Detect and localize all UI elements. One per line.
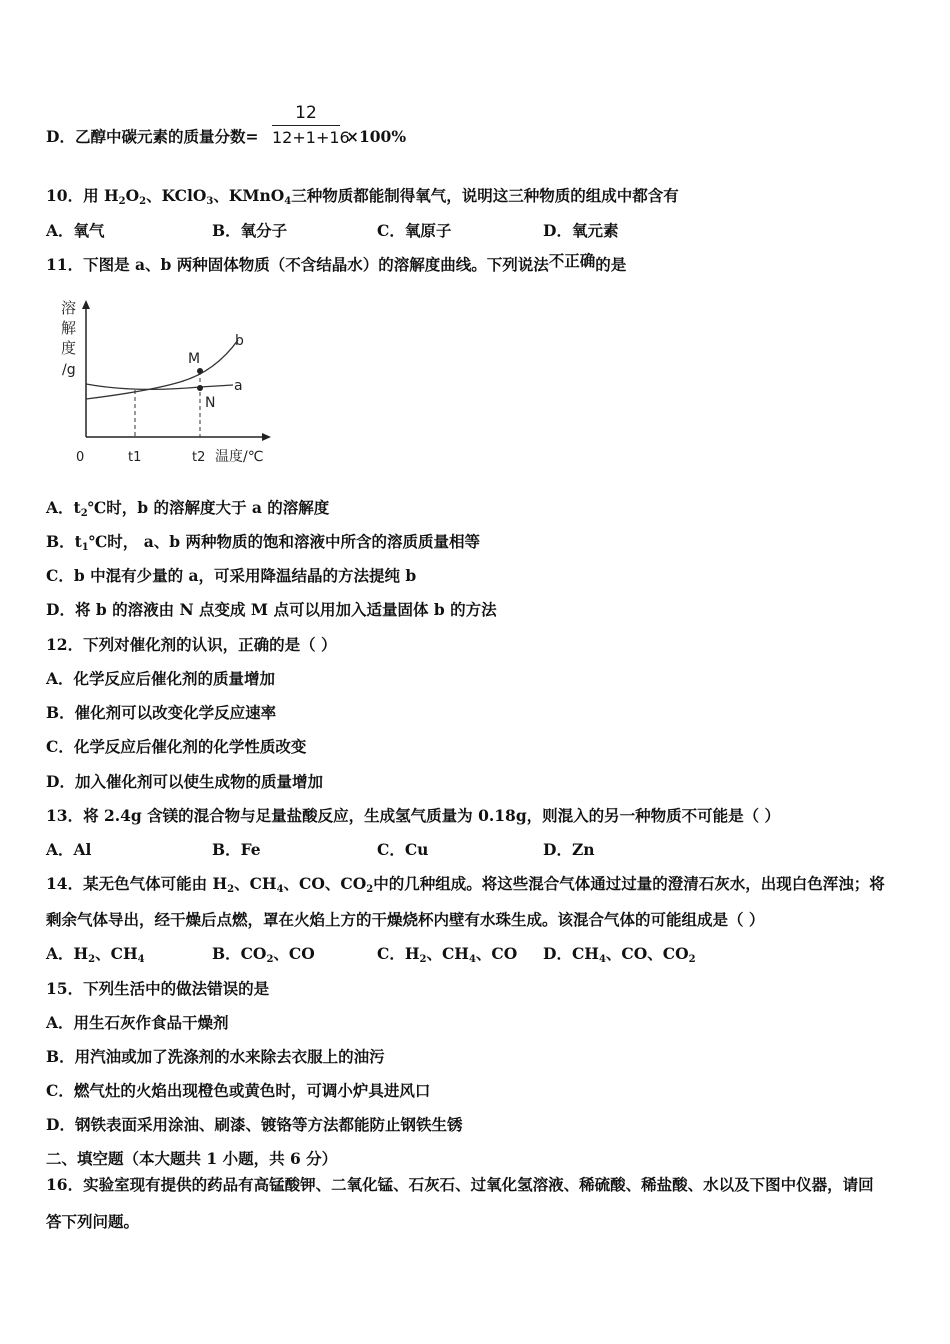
subscript: 4 xyxy=(137,954,145,965)
q13-option-b[interactable]: B．Fe xyxy=(212,840,261,859)
t1-label: t1 xyxy=(128,450,142,465)
q12-stem: 12．下列对催化剂的认识，正确的是（ ） xyxy=(46,635,337,654)
subscript: 2 xyxy=(266,954,274,965)
q10-option-b[interactable]: B．氧分子 xyxy=(212,221,288,240)
y-label-char: 解 xyxy=(61,319,77,337)
q14-option-b-text: B．CO xyxy=(212,944,267,963)
q14-option-c-text: C．H xyxy=(377,944,420,963)
q10-stem-part: 、KMnO xyxy=(213,186,285,205)
q10-stem-part: 10．用 H xyxy=(46,186,119,205)
q14-option-d[interactable] xyxy=(543,944,696,970)
x-axis-label: 温度/℃ xyxy=(215,449,264,465)
q11-option-d[interactable]: D．将 b 的溶液由 N 点变成 M 点可以用加入适量固体 b 的方法 xyxy=(46,600,497,619)
q14-option-d-text: D．CH xyxy=(543,944,599,963)
q12-option-d[interactable]: D．加入催化剂可以使生成物的质量增加 xyxy=(46,772,323,791)
q14-stem-line1 xyxy=(46,874,885,900)
t2-label: t2 xyxy=(192,450,206,465)
x-axis-arrow xyxy=(262,433,271,441)
subscript: 2 xyxy=(88,954,96,965)
point-m-label: M xyxy=(188,351,201,367)
q9-option-d-label: D．乙醇中碳元素的质量分数= xyxy=(46,127,259,146)
curve-b xyxy=(86,340,238,399)
curve-b-label: b xyxy=(235,333,244,349)
q14-option-b[interactable] xyxy=(212,944,315,970)
q15-option-a[interactable]: A．用生石灰作食品干燥剂 xyxy=(46,1013,229,1032)
q9-option-d xyxy=(46,127,258,147)
q13-stem: 13．将 2.4g 含镁的混合物与足量盐酸反应，生成氢气质量为 0.18g，则混入的另一种物质不可能是（ ） xyxy=(46,806,781,825)
subscript: 4 xyxy=(284,196,292,207)
q13-option-c[interactable]: C．Cu xyxy=(377,840,429,859)
subscript: 4 xyxy=(468,954,476,965)
fraction-bar xyxy=(272,125,340,126)
subscript: 2 xyxy=(366,884,374,895)
point-m xyxy=(197,368,203,374)
solubility-graph xyxy=(55,295,280,470)
q14-option-a-text: 、CH xyxy=(95,944,138,963)
q14-option-c-text: 、CO xyxy=(475,944,518,963)
q14-stem-part: 中的几种组成。将这些混合气体通过过量的澄清石灰水，出现白色浑浊；将 xyxy=(373,874,885,893)
q13-option-d[interactable]: D．Zn xyxy=(543,840,595,859)
q12-option-c[interactable]: C．化学反应后催化剂的化学性质改变 xyxy=(46,737,307,756)
subscript: 2 xyxy=(118,196,126,207)
subscript: 1 xyxy=(81,542,89,553)
y-label-char: 溶 xyxy=(61,299,77,317)
q11-option-c[interactable]: C．b 中混有少量的 a，可采用降温结晶的方法提纯 b xyxy=(46,566,417,585)
q15-stem: 15．下列生活中的做法错误的是 xyxy=(46,979,270,998)
section-heading: 二、填空题（本大题共 1 小题，共 6 分） xyxy=(46,1149,338,1168)
q14-option-c-text: 、CH xyxy=(426,944,469,963)
subscript: 2 xyxy=(139,196,147,207)
q10-stem-part: 三种物质都能制得氧气，说明这三种物质的组成中都含有 xyxy=(291,186,679,205)
q10-option-a[interactable]: A．氧气 xyxy=(46,221,105,240)
q11-option-a-text: ℃时，b 的溶解度大于 a 的溶解度 xyxy=(87,498,330,517)
q12-option-b[interactable]: B．催化剂可以改变化学反应速率 xyxy=(46,703,277,722)
point-n xyxy=(197,385,203,391)
q10-stem xyxy=(46,186,679,212)
q12-option-a[interactable]: A．化学反应后催化剂的质量增加 xyxy=(46,669,276,688)
q11-stem-part: 11．下图是 a、b 两种固体物质（不含结晶水）的溶解度曲线。下列说法 xyxy=(46,255,549,274)
q14-option-d-text: 、CO、CO xyxy=(605,944,689,963)
subscript: 3 xyxy=(206,196,214,207)
subscript: 4 xyxy=(276,884,284,895)
q11-option-b-text: B．t xyxy=(46,532,82,551)
q14-option-b-text: 、CO xyxy=(273,944,315,963)
q14-stem-part: 、CH xyxy=(234,874,277,893)
q14-option-c[interactable] xyxy=(377,944,517,970)
q16-stem-line2: 答下列问题。 xyxy=(46,1212,140,1231)
q14-stem-part: 、CO、CO xyxy=(283,874,367,893)
q14-option-a-text: A．H xyxy=(46,944,89,963)
q10-option-d[interactable]: D．氧元素 xyxy=(543,221,619,240)
y-label-char: 度 xyxy=(61,339,77,357)
q11-option-b-text: ℃时， a、b 两种物质的饱和溶液中所含的溶质质量相等 xyxy=(88,532,480,551)
q11-option-a-text: A．t xyxy=(46,498,81,517)
q11-emphasis: 不正确 xyxy=(548,251,596,270)
curve-a-label: a xyxy=(234,378,243,394)
q15-option-c[interactable]: C．燃气灶的火焰出现橙色或黄色时，可调小炉具进风口 xyxy=(46,1081,431,1100)
y-label-unit: /g xyxy=(62,362,76,378)
q9-suffix: ×100% xyxy=(346,127,407,146)
q14-stem-part: 14．某无色气体可能由 H xyxy=(46,874,228,893)
origin-label: 0 xyxy=(76,450,85,465)
q11-stem xyxy=(46,251,627,275)
q13-option-a[interactable]: A．Al xyxy=(46,840,92,859)
y-axis-arrow xyxy=(82,300,90,309)
q11-option-b[interactable] xyxy=(46,532,480,558)
q10-stem-part: O xyxy=(125,186,140,205)
q10-stem-part: 、KClO xyxy=(146,186,207,205)
subscript: 2 xyxy=(227,884,235,895)
q9-denominator: 12+1+16 xyxy=(272,128,350,147)
point-n-label: N xyxy=(205,395,216,411)
q16-stem-line1: 16．实验室现有提供的药品有高锰酸钾、二氧化锰、石灰石、过氧化氢溶液、稀硫酸、稀盐酸、水以及下图中仪器，请回 xyxy=(46,1175,874,1194)
q11-stem-part: 的是 xyxy=(595,255,627,274)
q10-option-c[interactable]: C．氧原子 xyxy=(377,221,452,240)
q14-option-a[interactable] xyxy=(46,944,145,970)
subscript: 4 xyxy=(598,954,606,965)
q9-fraction xyxy=(272,102,350,149)
q15-option-b[interactable]: B．用汽油或加了洗涤剂的水来除去衣服上的油污 xyxy=(46,1047,385,1066)
subscript: 2 xyxy=(80,508,88,519)
q14-stem-line2: 剩余气体导出，经干燥后点燃，罩在火焰上方的干燥烧杯内壁有水珠生成。该混合气体的可能组成是（ ） xyxy=(46,910,765,929)
q11-option-a[interactable] xyxy=(46,498,329,524)
q9-numerator: 12 xyxy=(295,103,317,123)
q15-option-d[interactable]: D．钢铁表面采用涂油、刷漆、镀铬等方法都能防止钢铁生锈 xyxy=(46,1115,463,1134)
subscript: 2 xyxy=(688,954,696,965)
subscript: 2 xyxy=(419,954,427,965)
